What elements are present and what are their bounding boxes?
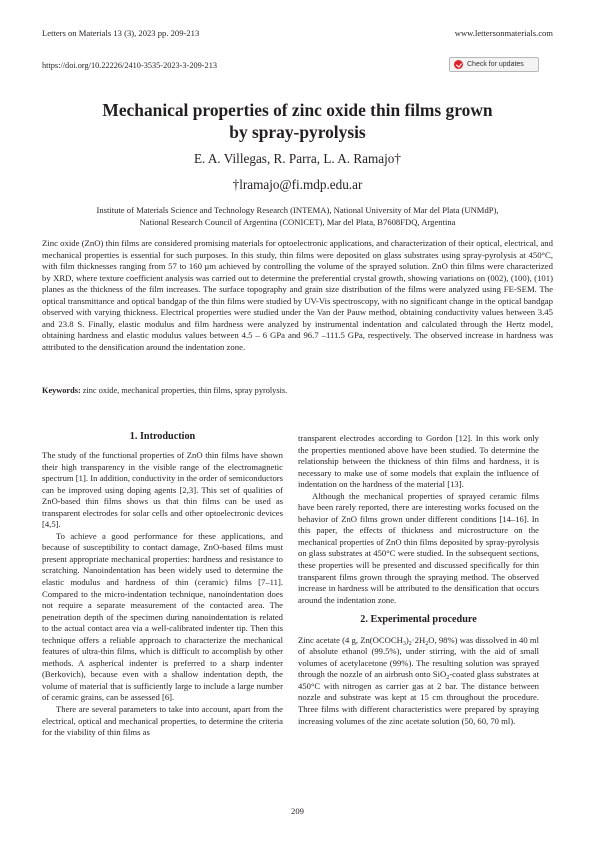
journal-header: Letters on Materials 13 (3), 2023 pp. 209-213 — [42, 28, 200, 38]
affiliation-line-2: National Research Council of Argentina (CONICET), Mar del Plata, B7608FDQ, Argentina — [139, 216, 456, 227]
intro-paragraph-1: The study of the functional properties of ZnO thin films have shown their high transparency in the visible range of the electromagnetic spectrum [1]. In addition, conductivity in the order of semiconductors can be improved using doping agents [2,3]. This set of qualities of ZnO-based thin films shows us that thin films can be used as transparent electrodes for solar cells and other optoelectronic devices [4,5]. — [42, 450, 283, 530]
experimental-paragraph-1: Zinc acetate (4 g, $Zn(OCOCH_3)_2\cdot 2H_2O$, 98%) was dissolved in 40 ml of absolute ethanol (99.5%), under stirring, with the aid of small volumes of acetylacetone (99%). The resulting solution was sprayed through the nozzle of an airbrush onto SiO$_2$-coated glass substrates at 450°C with nitrogen as carrier gas at 2 bar. The distance between nozzle and substrate was kept at 15 cm throughout the procedure. Three films with different characteristics were prepared by spraying increasing volumes of the zinc acetate solution (50, 60, 70 ml). — [298, 634, 539, 726]
left-column — [42, 450, 283, 739]
abstract: Zinc oxide (ZnO) thin films are considered promising materials for optoelectronic applications, and characterization of their optical, electrical, and mechanical properties is essential for such purposes. In this study, thin films were deposited on glass substrates using spray-pyrolysis at 450°C, with film thicknesses ranging from 57 to 160 μm achieved by controlling the volume of the sprayed solution. ZnO thin films were characterized by XRD, where texture coefficient analysis was carried out to determine the preferential crystal growth, showing variations on (002), (100), (101) planes as the thickness of the film increases. The surface topography and grain size distribution of the films were analyzed using FE-SEM. The optical transmittance and optical bandgap of the thin films were studied by UV-Vis spectroscopy, with no significant change in the optical bandgap observed with varying thickness. Electrical properties were studied under the Van der Pauw method, obtaining conductivity values between 3.45 and 23.8 S. Finally, elastic modulus and film hardness were analyzed by instrumental indentation and calculated through the Hertz model, obtaining hardness and elastic modulus values between 4.5 – 6 GPa and 96.7 –111.5 GPa, respectively. The observed increase in hardness was attributed to the densification around the indentation zone. — [42, 238, 553, 352]
title-line-1: Mechanical properties of zinc oxide thin films grown — [102, 100, 493, 120]
intro-paragraph-5: Although the mechanical properties of sprayed ceramic films have been rarely reported, there are interesting works focused on the behavior of ZnO films grown under different conditions [14–16]. In this paper, the effects of thickness and microstructure on the mechanical properties of ZnO thin films deposited by spray-pyrolysis on glass substrates at 450°C were studied. In the subsequent sections, these properties will be presented and discussed specifically for thin transparent films grown through the spraying method. The observed increase in hardness will be attributed to the densification that occurs around the indentation zone. — [298, 490, 539, 605]
corresponding-email[interactable]: †lramajo@fi.mdp.edu.ar — [232, 177, 363, 192]
keywords — [42, 386, 553, 395]
section-heading-experimental: 2. Experimental procedure — [360, 614, 477, 626]
title-line-2: by spray-pyrolysis — [229, 121, 366, 142]
keywords-list: zinc oxide, mechanical properties, thin films, spray pyrolysis. — [82, 386, 288, 395]
article-title — [42, 100, 553, 143]
check-for-updates-label: Check for updates — [467, 61, 524, 68]
doi-link[interactable]: https://doi.org/10.22226/2410-3535-2023-3-209-213 — [42, 61, 217, 70]
affiliation — [42, 205, 553, 228]
website-link[interactable]: www.lettersonmaterials.com — [454, 28, 553, 38]
keywords-label: Keywords: — [42, 386, 81, 395]
section-heading-introduction: 1. Introduction — [129, 431, 196, 442]
right-column — [298, 433, 539, 727]
intro-paragraph-3: There are several parameters to take into account, apart from the electrical, optical and mechanical properties, to determine the criteria for the viability of thin films as — [42, 704, 283, 738]
page-number: 209 — [291, 806, 304, 816]
authors: E. A. Villegas, R. Parra, L. A. Ramajo† — [193, 151, 401, 166]
check-for-updates-icon — [454, 60, 463, 69]
intro-paragraph-4: transparent electrodes according to Gordon [12]. In this work only the properties mentioned above have been studied. To determine the relationship between the thickness of thin films and hardness, it is necessary to make use of some models that explain the influence of indentation on the hardness of the material [13]. — [298, 433, 539, 490]
affiliation-line-1: Institute of Materials Science and Technology Research (INTEMA), National University of Mar del Plata (UNMdP), — [96, 205, 499, 215]
intro-paragraph-2: To achieve a good performance for these applications, and because of susceptibility to contact damage, ZnO-based films must present appropriate mechanical properties: hardness and resistance to scratching. Nanoindentation has been widely used to determine the elastic modulus and hardness of thin (ceramic) films [7–11]. Compared to the micro-indentation technique, nanoindentation does not require a separate measurement of the contacted area. The penetration depth of the specimen during nanoindentation is related to the actual contact area via a well-calibrated indenter tip. Then this technique offers a reliable approach to characterize the mechanical features of ultra-thin films, which is difficult to accomplish by other methods. A aspherical indenter is preferred to a sharp indenter (Berkovich), because even with a shallow indentation depth, the volume of material that is sufficiently large to include a large number of ceramic grains, can be assessed [6]. — [42, 530, 283, 703]
check-for-updates-button[interactable] — [449, 57, 539, 72]
